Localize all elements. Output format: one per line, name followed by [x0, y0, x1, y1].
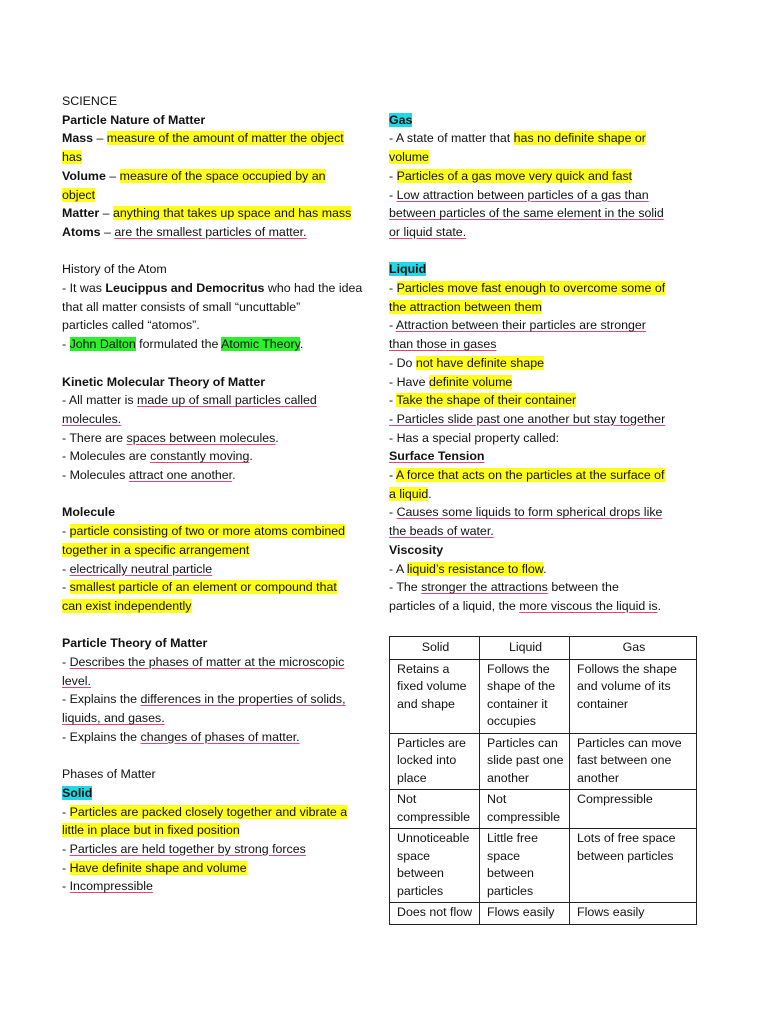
section-title-particle-nature: Particle Nature of Matter: [62, 112, 206, 127]
header-liquid: Liquid: [480, 637, 570, 660]
phases-comparison-table: [389, 636, 697, 925]
matter-definition: Matter – anything that takes up space and has mass: [62, 206, 352, 221]
property-title-viscosity: Viscosity: [389, 542, 444, 557]
viscosity-line: - A liquid’s resistance to flow.: [389, 561, 547, 576]
liquid-line: the attraction between them: [389, 299, 542, 314]
table-cell: Follows the shape of the container it occupies: [480, 659, 570, 733]
section-title-phases: Phases of Matter: [62, 767, 156, 782]
surface-tension-line: the beads of water.: [389, 524, 494, 539]
kmt-line: - There are spaces between molecules.: [62, 430, 279, 445]
table-row: [390, 829, 697, 903]
molecule-line: together in a specific arrangement: [62, 542, 250, 557]
history-line: particles called “atomos”.: [62, 318, 200, 333]
table-cell: Little free space between particles: [480, 829, 570, 903]
ptm-line: liquids, and gases.: [62, 711, 165, 726]
history-line: - John Dalton formulated the Atomic Theory.: [62, 337, 304, 352]
subject-heading: SCIENCE: [62, 94, 118, 108]
surface-tension-line: - Causes some liquids to form spherical drops like: [389, 505, 663, 520]
viscosity-line: particles of a liquid, the more viscous the liquid is.: [389, 598, 662, 613]
surface-tension-line: a liquid.: [389, 486, 432, 501]
molecule-line: - smallest particle of an element or compound that: [62, 580, 337, 595]
solid-line: - Incompressible: [62, 879, 153, 894]
ptm-line: - Explains the differences in the properties of solids,: [62, 692, 346, 707]
molecule-line: - particle consisting of two or more atoms combined: [62, 524, 346, 539]
liquid-line: - Attraction between their particles are stronger: [389, 318, 646, 333]
history-line: that all matter consists of small “uncuttable”: [62, 299, 301, 314]
table-row: [390, 790, 697, 829]
viscosity-line: - The stronger the attractions between the: [389, 580, 619, 595]
ptm-line: level.: [62, 673, 91, 688]
table-row: [390, 733, 697, 790]
table-cell: Does not flow: [390, 903, 480, 925]
gas-line: - Low attraction between particles of a gas than: [389, 187, 649, 202]
ptm-line: - Describes the phases of matter at the microscopic: [62, 655, 345, 670]
table-cell: Particles can move fast between one another: [570, 733, 697, 790]
table-cell: Lots of free space between particles: [570, 829, 697, 903]
phase-title-liquid: Liquid: [389, 262, 427, 277]
section-title-particle-theory: Particle Theory of Matter: [62, 636, 208, 651]
table-cell: Not compressible: [390, 790, 480, 829]
table-row: [390, 659, 697, 733]
table-cell: Flows easily: [570, 903, 697, 925]
mass-definition: Mass – measure of the amount of matter the object: [62, 131, 344, 146]
liquid-line: - Take the shape of their container: [389, 393, 577, 408]
liquid-line: - Have definite volume: [389, 374, 513, 389]
solid-line: - Particles are packed closely together and vibrate a: [62, 804, 348, 819]
gas-line: volume: [389, 150, 429, 165]
section-title-kinetic-molecular: Kinetic Molecular Theory of Matter: [62, 374, 266, 389]
table-cell: Unnoticeable space between particles: [390, 829, 480, 903]
header-solid: Solid: [390, 637, 480, 660]
solid-line: little in place but in fixed position: [62, 823, 240, 838]
ptm-line: - Explains the changes of phases of matter.: [62, 729, 300, 744]
table-row: [390, 903, 697, 925]
phase-title-gas: Gas: [389, 112, 413, 127]
molecule-line: - electrically neutral particle: [62, 561, 213, 576]
molecule-line: can exist independently: [62, 598, 192, 613]
section-title-history: History of the Atom: [62, 262, 167, 277]
gas-line: between particles of the same element in the solid: [389, 206, 664, 221]
property-title-surface-tension: Surface Tension: [389, 449, 485, 464]
liquid-line: - Do not have definite shape: [389, 355, 544, 370]
table-cell: Particles can slide past one another: [480, 733, 570, 790]
atoms-definition: Atoms – are the smallest particles of matter.: [62, 224, 307, 239]
phase-title-solid: Solid: [62, 785, 93, 800]
gas-line: - A state of matter that has no definite shape or: [389, 131, 646, 146]
solid-line: - Particles are held together by strong forces: [62, 842, 306, 857]
volume-definition: Volume – measure of the space occupied by an: [62, 168, 326, 183]
liquid-line: - Particles slide past one another but stay together: [389, 411, 666, 426]
table-cell: Flows easily: [480, 903, 570, 925]
right-column: [389, 92, 689, 616]
gas-line: - Particles of a gas move very quick and fast: [389, 168, 633, 183]
table-cell: Follows the shape and volume of its container: [570, 659, 697, 733]
surface-tension-line: - A force that acts on the particles at the surface of: [389, 468, 665, 483]
gas-line: or liquid state.: [389, 224, 467, 239]
solid-line: - Have definite shape and volume: [62, 860, 247, 875]
kmt-line: molecules.: [62, 411, 122, 426]
kmt-line: - Molecules are constantly moving.: [62, 449, 253, 464]
liquid-line: - Particles move fast enough to overcome some of: [389, 281, 666, 295]
table-cell: Compressible: [570, 790, 697, 829]
header-gas: Gas: [570, 637, 697, 660]
kmt-line: - All matter is made up of small particles called: [62, 393, 317, 408]
liquid-line: than those in gases: [389, 337, 497, 352]
table-header-row: [390, 637, 697, 660]
left-column: SCIENCE Particle Nature of Matter Mass – measure of the amount of matter the object has Volume – measure of the space occupied by an object Matter – anything that takes up space and has mass Atoms – are the smallest particles of matter. History of the Atom - It was Leucippus and Democritus who had the idea that all matter consists of small “uncuttable” particles called “atomos”. - John Dalton formulated the Atomic Theory. Kinetic Molecular Theory of Matter - All matter is made up of small particles called molecules. - There are spaces between molecules. - Molecules are constantly moving. - Molecules attract one another. Molecule - particle consisting of two or more atoms combined together in a specific arrangement - electrically neutral particle - smallest particle of an element or compound that can exist independently Particle Theory of Matter - Describes the phases of matter at the microscopic level. - Explains the differences in the properties of solids, liquids, and gases. - Explains the changes of phases of matter. Phases of Matter Solid - Particles are packed closely together and vibrate a little in place but in fixed position - Particles are held together by strong forces - Have definite shape and volume - Incompressible: [62, 92, 362, 896]
history-line: - It was Leucippus and Democritus who had the idea: [62, 281, 363, 296]
table-cell: Retains a fixed volume and shape: [390, 659, 480, 733]
table-cell: Particles are locked into place: [390, 733, 480, 790]
table-cell: Not compressible: [480, 790, 570, 829]
liquid-line: - Has a special property called:: [389, 430, 560, 445]
section-title-molecule: Molecule: [62, 505, 116, 520]
kmt-line: - Molecules attract one another.: [62, 468, 236, 483]
